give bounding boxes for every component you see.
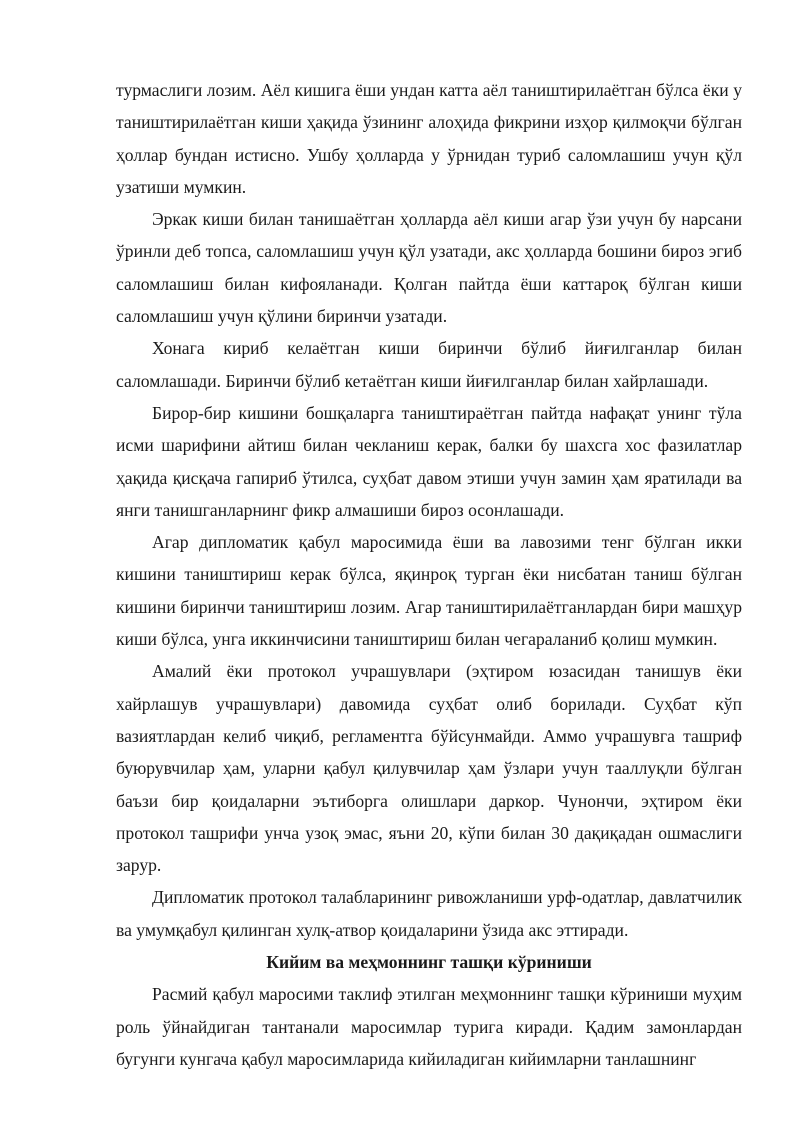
- paragraph: Амалий ёки протокол учрашувлари (эҳтиром юзасидан танишув ёки хайрлашув учрашувлари) давомида суҳбат олиб борилади. Суҳбат кўп вазиятлардан келиб чиқиб, регламентга бўйсунмайди. Аммо учрашувга ташриф буюрувчилар ҳам, уларни қабул қилувчилар ҳам ўзлари учун тааллуқли бўлган баъзи бир қоидаларни эътиборга олишлари даркор. Чунончи, эҳтиром ёки протокол ташрифи унча узоқ эмас, яъни 20, кўпи билан 30 дақиқадан ошмаслиги зарур.: [116, 661, 742, 876]
- paragraph: Агар дипломатик қабул маросимида ёши ва лавозими тенг бўлган икки кишини таништириш керак бўлса, яқинроқ турган ёки нисбатан таниш бўлган кишини биринчи таништириш лозим. Агар таништирилаётганлардан бири машҳур киши бўлса, унга иккинчисини таништириш билан чегараланиб қолиш мумкин.: [116, 532, 742, 650]
- paragraph: Хонага кириб келаётган киши биринчи бўлиб йиғилганлар билан саломлашади. Биринчи бўлиб кетаётган киши йиғилганлар билан хайрлашади.: [116, 338, 742, 391]
- section-heading: Кийим ва меҳмоннинг ташқи кўриниши: [266, 952, 592, 973]
- paragraph-continuation: турмаслиги лозим. Аёл кишига ёши ундан катта аёл таништирилаётган бўлса ёки у таништирилаётган киши ҳақида ўзининг алоҳида фикрини изҳор қилмоқчи бўлган ҳоллар бундан истисно. Ушбу ҳолларда у ўрнидан туриб саломлашиш учун қўл узатиши мумкин.: [116, 80, 742, 197]
- paragraph: Эркак киши билан танишаётган ҳолларда аёл киши агар ўзи учун бу нарсани ўринли деб топса, саломлашиш учун қўл узатади, акс ҳолларда бошини бироз эгиб саломлашиш билан кифояланади. Қолган пайтда ёши каттароқ бўлган киши саломлашиш учун қўлини биринчи узатади.: [116, 209, 742, 327]
- document-body: [116, 74, 742, 1075]
- paragraph: Расмий қабул маросими таклиф этилган меҳмоннинг ташқи кўриниши муҳим роль ўйнайдиган тантанали маросимлар турига киради. Қадим замонлардан бугунги кунгача қабул маросимларида кийиладиган кийимларни танлашнинг: [116, 984, 742, 1069]
- paragraph: Бирор-бир кишини бошқаларга таништираётган пайтда нафақат унинг тўла исми шарифини айтиш билан чекланиш керак, балки бу шахсга хос фазилатлар ҳақида қисқача гапириб ўтилса, суҳбат давом этиши учун замин ҳам яратилади ва янги танишганларнинг фикр алмашиши бироз осонлашади.: [116, 402, 742, 520]
- paragraph: Дипломатик протокол талабларининг ривожланиши урф-одатлар, давлатчилик ва умумқабул қилинган хулқ-атвор қоидаларини ўзида акс эттиради.: [116, 887, 742, 940]
